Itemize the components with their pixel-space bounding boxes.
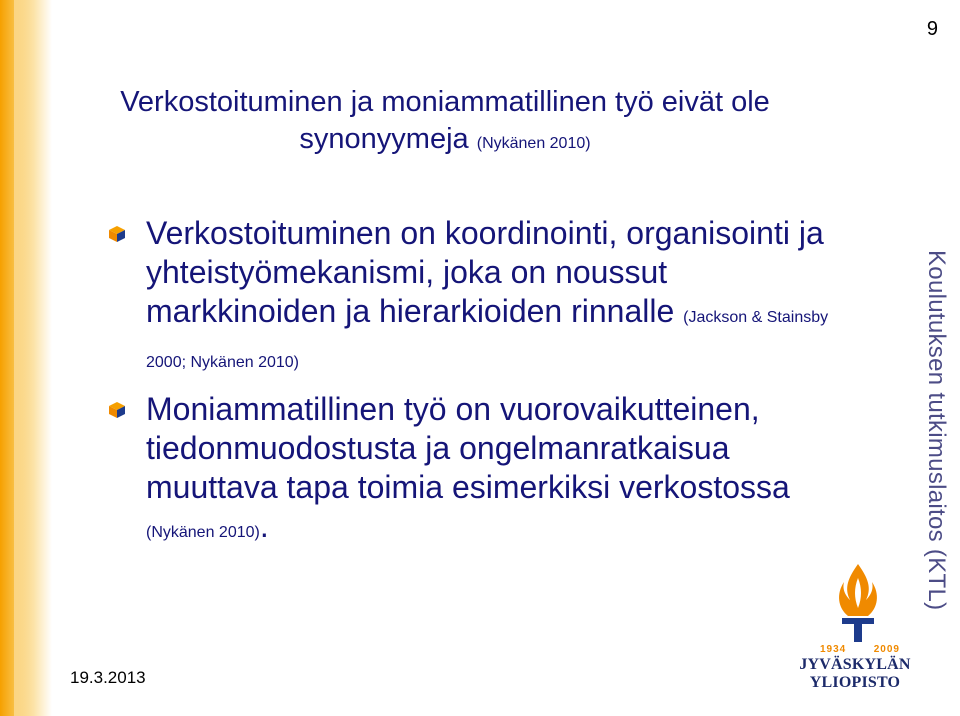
title-line-1: Verkostoituminen ja moniammatillinen työ eivät ole	[120, 86, 770, 118]
cube-bullet-icon	[108, 225, 126, 243]
cube-bullet-icon	[108, 401, 126, 419]
title-line-2-text: synonyymeja	[299, 123, 469, 155]
bullet-reference: (Jackson & Stainsby 2000; Nykänen 2010)	[146, 309, 829, 371]
bullet-list	[108, 214, 848, 560]
bullet-text: Verkostoituminen on koordinointi, organisointi ja yhteistyömekanismi, joka on noussut markkinoiden ja hierarkioiden rinnalle	[146, 215, 824, 329]
footer-date: 19.3.2013	[70, 668, 146, 687]
left-decorative-band	[0, 0, 52, 716]
bullet-suffix: .	[259, 508, 269, 544]
title-line-2	[60, 121, 830, 162]
bullet-item	[108, 214, 848, 382]
bullet-text: Moniammatillinen työ on vuorovaikutteinen, tiedonmuodostusta ja ongelmanratkaisua muuttava tapa toimia esimerkiksi verkostossa	[146, 391, 790, 505]
logo-name: JYVÄSKYLÄN YLIOPISTO	[799, 656, 911, 691]
slide-title	[60, 84, 830, 162]
logo-year-start: 1934	[820, 644, 847, 655]
side-label: Koulutuksen tutkimuslaitos (KTL)	[923, 250, 950, 611]
university-logo	[760, 560, 950, 710]
title-reference: (Nykänen 2010)	[476, 135, 591, 152]
bullet-reference: (Nykänen 2010)	[146, 524, 260, 541]
bullet-item	[108, 390, 848, 552]
logo-years	[820, 644, 900, 655]
logo-year-end: 2009	[873, 644, 900, 655]
page-number: 9	[926, 18, 938, 40]
